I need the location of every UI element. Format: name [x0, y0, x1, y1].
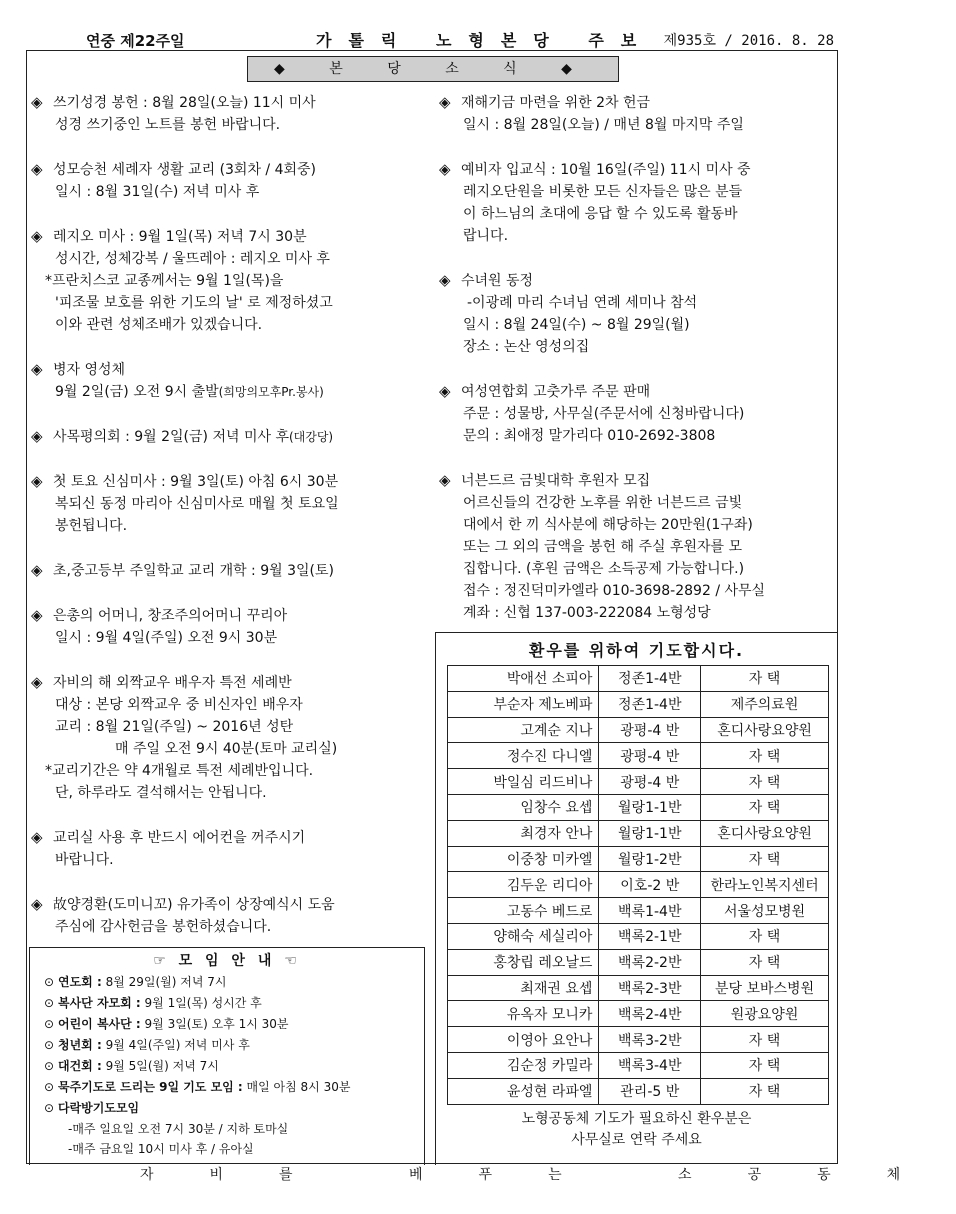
diamond-bullet-icon: ◈ [31, 93, 43, 111]
patient-name: 고계순 지나 [448, 717, 599, 743]
news-item [439, 469, 837, 624]
patient-group: 백록2-1반 [599, 923, 701, 949]
patient-location: 제주의료원 [701, 691, 829, 717]
patient-row [448, 923, 829, 949]
patient-group: 백록2-2반 [599, 949, 701, 975]
news-item-line [439, 536, 837, 558]
circle-bullet-icon: ⊙ [44, 975, 55, 989]
news-item-heading [439, 158, 837, 181]
news-item-line [439, 425, 837, 447]
meeting-item-name: 대건회 : [58, 1059, 102, 1073]
patient-row [448, 743, 829, 769]
patient-location: 자 택 [701, 743, 829, 769]
news-item-line [439, 602, 837, 624]
news-item-title: 故양경환(도미니꼬) 유가족이 상장예식시 도움 [53, 897, 335, 913]
patients-note [436, 1109, 837, 1151]
news-item-text: 어르신들의 건강한 노후를 위한 너븐드르 금빛 [463, 495, 743, 511]
news-item-line [439, 514, 837, 536]
news-item-line: 이와 관련 성체조배가 있겠습니다. [55, 317, 263, 333]
meeting-item [30, 1035, 424, 1056]
meeting-item [30, 1077, 424, 1098]
news-item [439, 380, 837, 447]
patient-group: 이호-2 반 [599, 872, 701, 898]
news-item-note: (희망의모후Pr.봉사) [218, 385, 324, 399]
patient-location: 자 택 [701, 769, 829, 795]
news-item-line [31, 716, 431, 738]
patient-location: 원광요양원 [701, 1001, 829, 1027]
news-item-line [31, 248, 431, 270]
meeting-item-name: 연도회 : [58, 975, 102, 989]
news-item-line [439, 336, 837, 358]
news-item-title: 초,중고등부 주일학교 교리 개학 : 9월 3일(토) [53, 563, 334, 579]
meeting-item-time: 9월 3일(토) 오후 1시 30분 [140, 1017, 289, 1031]
news-item-heading [31, 225, 431, 248]
patient-location: 혼디사랑요양원 [701, 717, 829, 743]
news-item-text: 문의 : 최애정 말가리다 010-2692-3808 [463, 428, 716, 444]
news-item-heading [31, 425, 431, 448]
patient-group: 월랑1-1반 [599, 794, 701, 820]
news-item-heading [31, 91, 431, 114]
patient-group: 월랑1-1반 [599, 820, 701, 846]
news-item-title: 여성연합회 고춧가루 주문 판매 [461, 384, 651, 400]
diamond-bullet-icon: ◈ [439, 93, 451, 111]
patient-row [448, 1078, 829, 1104]
news-item [31, 671, 431, 804]
news-item-line [31, 849, 431, 871]
news-item [31, 225, 431, 336]
news-item-note: (대강당) [288, 430, 334, 444]
news-item-text: 대상 : 본당 외짝교우 중 비신자인 배우자 [55, 697, 303, 713]
news-item-line [31, 627, 431, 649]
diamond-bullet-icon: ◈ [31, 828, 43, 846]
patient-name: 이영아 요안나 [448, 1027, 599, 1053]
meeting-item-name: 어린이 복사단 : [58, 1017, 141, 1031]
patient-location: 자 택 [701, 1078, 829, 1104]
news-item-title: 예비자 입교식 : 10월 16일(주일) 11시 미사 중 [461, 162, 751, 178]
patient-location: 서울성모병원 [701, 898, 829, 924]
news-item [31, 604, 431, 649]
diamond-bullet-icon: ◈ [31, 427, 43, 445]
news-item-line [31, 114, 431, 136]
diamond-bullet-icon: ◈ [31, 561, 43, 579]
news-item-text: 바랍니다. [55, 852, 114, 868]
news-item-heading [439, 269, 837, 292]
patient-name: 부순자 제노베파 [448, 691, 599, 717]
meeting-item-time: 9월 1일(목) 성시간 후 [140, 996, 262, 1010]
issue-number-date: 제935호 / 2016. 8. 28 [663, 33, 834, 49]
news-item-text: 성경 쓰기중인 노트를 봉헌 바랍니다. [55, 117, 281, 133]
news-item-line [439, 580, 837, 602]
patients-table [447, 665, 829, 1105]
bulletin-footer-motto: 자비를 베푸는 소공동체 [140, 1167, 956, 1183]
news-item-title: 레지오 미사 : 9월 1일(목) 저녁 7시 30분 [53, 229, 307, 245]
section-title: ◆ 본 당 소 식 ◆ [247, 56, 619, 82]
patient-name: 김두운 리디아 [448, 872, 599, 898]
meeting-item-name: 묵주기도로 드리는 9일 기도 모임 : [58, 1080, 243, 1094]
meeting-sub-item: -매주 금요일 10시 미사 후 / 유아실 [68, 1142, 254, 1156]
patient-group: 백록2-4반 [599, 1001, 701, 1027]
patient-location: 혼디사랑요양원 [701, 820, 829, 846]
news-item-line [439, 114, 837, 136]
news-item-text: 복되신 동정 마리아 신심미사로 매월 첫 토요일 [55, 496, 339, 512]
patient-name: 양해숙 세실리아 [448, 923, 599, 949]
circle-bullet-icon: ⊙ [44, 1017, 55, 1031]
meeting-guide-box [29, 947, 425, 1165]
circle-bullet-icon: ⊙ [44, 1080, 55, 1094]
news-item-text: 계좌 : 신협 137-003-222084 노형성당 [463, 605, 711, 621]
bulletin-frame [26, 50, 838, 1164]
news-item-title: 사목평의회 : 9월 2일(금) 저녁 미사 후 [53, 429, 289, 445]
news-item-text: 주심에 감사헌금을 봉헌하셨습니다. [55, 919, 272, 935]
patient-group: 백록3-4반 [599, 1052, 701, 1078]
patient-group: 광평-4 반 [599, 717, 701, 743]
meeting-guide-title: ☞ 모 임 안 내 ☜ [153, 953, 301, 969]
meeting-item-time: 9월 4일(주일) 저녁 미사 후 [101, 1038, 250, 1052]
patient-name: 박애선 소피아 [448, 666, 599, 692]
news-item-title: 병자 영성체 [53, 362, 126, 378]
news-item-heading [31, 826, 431, 849]
news-item-line [31, 493, 431, 515]
patient-group: 광평-4 반 [599, 743, 701, 769]
circle-bullet-icon: ⊙ [44, 996, 55, 1010]
patient-location: 자 택 [701, 1052, 829, 1078]
patient-location: 자 택 [701, 794, 829, 820]
meeting-item [30, 1098, 424, 1119]
news-item [31, 91, 431, 136]
circle-bullet-icon: ⊙ [44, 1059, 55, 1073]
diamond-bullet-icon: ◈ [439, 160, 451, 178]
news-item-line [439, 492, 837, 514]
news-item-heading [31, 671, 431, 694]
news-item-title: 성모승천 세례자 생활 교리 (3회차 / 4회중) [53, 162, 317, 178]
patient-name: 임창수 요셉 [448, 794, 599, 820]
circle-bullet-icon: ⊙ [44, 1101, 55, 1115]
news-item-line: 매 주일 오전 9시 40분(토마 교리실) [115, 741, 338, 757]
diamond-bullet-icon: ◈ [31, 895, 43, 913]
news-item-heading [31, 158, 431, 181]
news-item-heading [31, 893, 431, 916]
meeting-item-time: 매일 아침 8시 30분 [242, 1080, 351, 1094]
news-item-title: 너븐드르 금빛대학 후원자 모집 [461, 473, 651, 489]
news-item-line: *교리기간은 약 4개월로 특전 세례반입니다. [45, 763, 314, 779]
patient-row [448, 949, 829, 975]
news-item-text: 9월 2일(금) 오전 9시 출발 [55, 384, 219, 400]
news-item-heading [439, 469, 837, 492]
meeting-item [30, 993, 424, 1014]
patient-row [448, 1001, 829, 1027]
patient-location: 한라노인복지센터 [701, 872, 829, 898]
news-item-title: 수녀원 동정 [461, 273, 534, 289]
news-item-line [439, 558, 837, 580]
diamond-bullet-icon: ◈ [31, 606, 43, 624]
news-item-line [31, 694, 431, 716]
patient-location: 분당 보바스병원 [701, 975, 829, 1001]
liturgical-week: 연중 제22주일 [86, 32, 185, 50]
news-item-text: 교리 : 8월 21일(주일) ~ 2016년 성탄 [55, 719, 294, 735]
news-item [31, 158, 431, 203]
news-item-text: 이 하느님의 초대에 응답 할 수 있도록 활동바 [463, 206, 738, 222]
news-item-line: -이광례 마리 수녀님 연례 세미나 참석 [467, 295, 698, 311]
patient-name: 유옥자 모니카 [448, 1001, 599, 1027]
patient-row [448, 872, 829, 898]
news-item-text: 대에서 한 끼 식사분에 해당하는 20만원(1구좌) [463, 517, 753, 533]
news-item-line [439, 403, 837, 425]
news-item-title: 재해기금 마련을 위한 2차 헌금 [461, 95, 650, 111]
patient-name: 홍창립 레오날드 [448, 949, 599, 975]
news-item-line: 단, 하루라도 결석해서는 안됩니다. [55, 785, 267, 801]
patient-row [448, 898, 829, 924]
news-item-heading [439, 380, 837, 403]
diamond-bullet-icon: ◈ [31, 360, 43, 378]
diamond-bullet-icon: ◈ [439, 382, 451, 400]
patient-name: 최경자 안나 [448, 820, 599, 846]
right-news-column [439, 91, 837, 646]
news-item-line [439, 225, 837, 247]
news-item [31, 358, 431, 403]
patient-name: 고동수 베드로 [448, 898, 599, 924]
patient-row [448, 666, 829, 692]
news-item-heading [439, 91, 837, 114]
patient-location: 자 택 [701, 666, 829, 692]
meeting-item-name: 다락방기도모임 [58, 1101, 140, 1115]
patient-row [448, 1052, 829, 1078]
news-item [31, 425, 431, 448]
diamond-bullet-icon: ◈ [31, 673, 43, 691]
patient-name: 윤성현 라파엘 [448, 1078, 599, 1104]
news-item-text: 레지오단원을 비롯한 모든 신자들은 많은 분들 [463, 184, 743, 200]
patient-row [448, 717, 829, 743]
patient-row [448, 769, 829, 795]
news-item [31, 826, 431, 871]
diamond-bullet-icon: ◈ [439, 271, 451, 289]
news-item-heading [31, 559, 431, 582]
news-item-text: 일시 : 8월 24일(수) ~ 8월 29일(월) [463, 317, 690, 333]
news-item [439, 158, 837, 247]
patient-location: 자 택 [701, 923, 829, 949]
news-item-heading [31, 604, 431, 627]
meeting-item [30, 1014, 424, 1035]
news-item-title: 첫 토요 신심미사 : 9월 3일(토) 아침 6시 30분 [53, 474, 339, 490]
news-item [31, 559, 431, 582]
news-item-line [439, 314, 837, 336]
diamond-bullet-icon: ◈ [31, 160, 43, 178]
meeting-item-time: 8월 29일(월) 저녁 7시 [101, 975, 227, 989]
news-item-line [31, 181, 431, 203]
diamond-bullet-icon: ◈ [439, 471, 451, 489]
circle-bullet-icon: ⊙ [44, 1038, 55, 1052]
patient-name: 최재권 요셉 [448, 975, 599, 1001]
left-news-column [31, 91, 431, 960]
patient-row [448, 975, 829, 1001]
meeting-sub-item: -매주 일요일 오전 7시 30분 / 지하 토마실 [68, 1122, 289, 1136]
patient-group: 백록2-3반 [599, 975, 701, 1001]
diamond-bullet-icon: ◈ [31, 227, 43, 245]
patient-group: 광평-4 반 [599, 769, 701, 795]
news-item-line [31, 515, 431, 537]
news-item-text: 주문 : 성물방, 사무실(주문서에 신청바랍니다) [463, 406, 745, 422]
news-item-text: 랍니다. [463, 228, 509, 244]
patient-name: 이중창 미카엘 [448, 846, 599, 872]
news-item-text: 장소 : 논산 영성의집 [463, 339, 590, 355]
patient-location: 자 택 [701, 949, 829, 975]
meeting-item-name: 청년회 : [58, 1038, 102, 1052]
patient-row [448, 820, 829, 846]
news-item [31, 470, 431, 537]
meeting-item-name: 복사단 자모회 : [58, 996, 141, 1010]
news-item-heading [31, 470, 431, 493]
patient-location: 자 택 [701, 1027, 829, 1053]
patient-row [448, 691, 829, 717]
news-item-text: 일시 : 9월 4일(주일) 오전 9시 30분 [55, 630, 278, 646]
news-item-title: 은총의 어머니, 창조주의어머니 꾸리아 [53, 608, 288, 624]
patient-row [448, 1027, 829, 1053]
news-item-line [31, 916, 431, 938]
patient-row [448, 846, 829, 872]
patients-note-line: 사무실로 연락 주세요 [571, 1131, 702, 1148]
patient-name: 김순정 카밀라 [448, 1052, 599, 1078]
patients-title: 환우를 위하여 기도합시다. [528, 641, 745, 660]
news-item-text: 집합니다. (후원 금액은 소득공제 가능합니다.) [463, 561, 745, 577]
patients-prayer-section [435, 632, 837, 1165]
patient-group: 정존1-4반 [599, 691, 701, 717]
patient-name: 박일심 리드비나 [448, 769, 599, 795]
meeting-item-time: 9월 5일(월) 저녁 7시 [101, 1059, 219, 1073]
patients-note-line: 노형공동체 기도가 필요하신 환우분은 [521, 1110, 752, 1127]
patient-group: 백록3-2반 [599, 1027, 701, 1053]
news-item-line: *프란치스코 교종께서는 9월 1일(목)을 [45, 273, 284, 289]
news-item-text: 또는 그 외의 금액을 봉헌 해 주실 후원자를 모 [463, 539, 743, 555]
patient-location: 자 택 [701, 846, 829, 872]
news-item-text: 접수 : 정진덕미카엘라 010-3698-2892 / 사무실 [463, 583, 766, 599]
news-item-heading [31, 358, 431, 381]
meeting-list [30, 972, 424, 1159]
meeting-item [30, 1056, 424, 1077]
news-item-title: 자비의 해 외짝교우 배우자 특전 세례반 [53, 675, 292, 691]
news-item [31, 893, 431, 938]
news-item-text: 봉헌됩니다. [55, 518, 128, 534]
news-item-text: 일시 : 8월 31일(수) 저녁 미사 후 [55, 184, 260, 200]
patient-group: 백록1-4반 [599, 898, 701, 924]
patient-group: 월랑1-2반 [599, 846, 701, 872]
news-item-line [31, 381, 431, 403]
news-item-text: 성시간, 성체강복 / 울뜨레아 : 레지오 미사 후 [55, 251, 330, 267]
patient-name: 정수진 다니엘 [448, 743, 599, 769]
bulletin-header [26, 26, 838, 50]
news-item-line: '피조물 보호를 위한 기도의 날' 로 제정하셨고 [55, 295, 333, 311]
news-item [439, 91, 837, 136]
diamond-bullet-icon: ◈ [31, 472, 43, 490]
meeting-item [30, 972, 424, 993]
patient-row [448, 794, 829, 820]
news-item-title: 쓰기성경 봉헌 : 8월 28일(오늘) 11시 미사 [53, 95, 316, 111]
patient-group: 정존1-4반 [599, 666, 701, 692]
news-item-text: 일시 : 8월 28일(오늘) / 매년 8월 마지막 주일 [463, 117, 744, 133]
news-item-title: 교리실 사용 후 반드시 에어컨을 꺼주시기 [53, 830, 306, 846]
patient-group: 관리-5 반 [599, 1078, 701, 1104]
news-item [439, 269, 837, 358]
news-item-line [439, 181, 837, 203]
news-item-line [439, 203, 837, 225]
bulletin-title: 가톨릭 노형본당 주보 [316, 31, 654, 50]
